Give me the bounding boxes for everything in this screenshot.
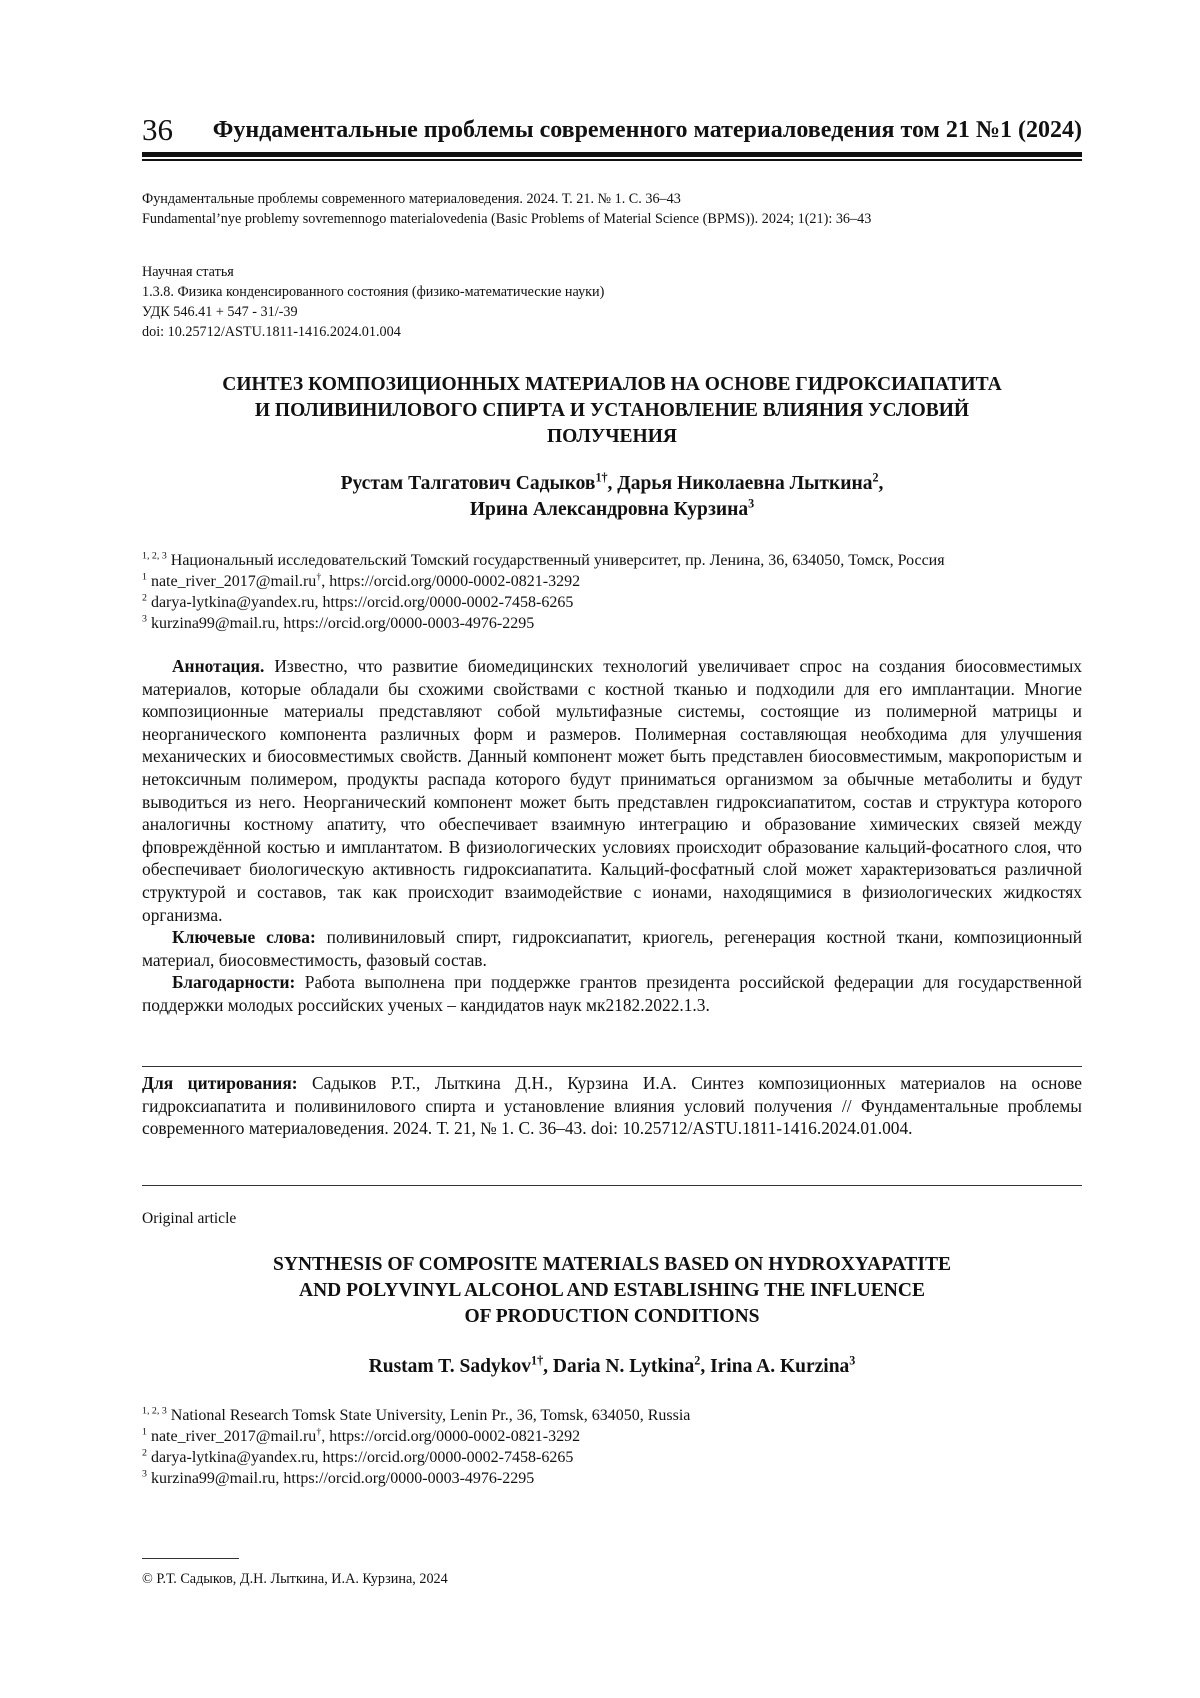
author-separator: , xyxy=(878,473,884,494)
author-sup: 3 xyxy=(849,1353,856,1368)
keywords-label: Ключевые слова: xyxy=(172,927,316,948)
author-sup: 1† xyxy=(595,470,608,485)
affiliations-en xyxy=(142,1405,1082,1489)
affiliation-email-line[interactable]: $^3$ kurzina99@mail.ru, https://orcid.org/0000-0003-4976-2295 xyxy=(142,613,535,632)
author-name: Daria N. Lytkina xyxy=(552,1356,695,1377)
title-line: И ПОЛИВИНИЛОВОГО СПИРТА И УСТАНОВЛЕНИЕ ВЛИЯНИЯ УСЛОВИЙ xyxy=(254,400,970,421)
authors-ru xyxy=(142,471,1082,523)
keywords-text: поливиниловый спирт, гидроксиапатит, криогель, регенерация костной ткани, композиционный материал, биосовместимость, фазовый состав. xyxy=(142,927,1083,970)
citation-rule-bottom xyxy=(142,1185,1082,1186)
citation-text: Садыков Р.Т., Лыткина Д.Н., Курзина И.А. Синтез композиционных материалов на основе гидроксиапатита и поливинилового спирта и установление влияния условий получения // Фундаментальные проблемы современного материаловедения. 2024. Т. 21, № 1. С. 36–43. doi: 10.25712/ASTU.1811-1416.2024.01.004. xyxy=(142,1073,1083,1139)
abstract-block xyxy=(142,655,1082,1017)
source-reference xyxy=(142,189,1082,229)
author-name: Ирина Александровна Курзина xyxy=(469,499,749,520)
author-name: Дарья Николаевна Лыткина xyxy=(617,473,873,494)
subject-code: 1.3.8. Физика конденсированного состояния (физико-математические науки) xyxy=(142,284,605,300)
affiliation-email-line[interactable]: $^2$ darya-lytkina@yandex.ru, https://orcid.org/0000-0002-7458-6265 xyxy=(142,1447,574,1466)
title-line: AND POLYVINYL ALCOHOL AND ESTABLISHING THE INFLUENCE xyxy=(299,1280,925,1301)
header-rule-thin xyxy=(142,159,1082,161)
acknowledgements-text: Работа выполнена при поддержке грантов президента российской федерации для государственной поддержки молодых российских ученых – кандидатов наук мк2182.2022.1.3. xyxy=(142,972,1082,1015)
abstract-text: Известно, что развитие биомедицинских технологий увеличивает спрос на создания биосовместимых материалов, которые обладали бы схожими свойствами с костной тканью и подходили для его имплантации. Многие композиционные материалы представляют собой мультифазные системы, состоящие из полимерной матрицы и неорганического компонента различных форм и размеров. Полимерная составляющая необходима для улучшения механических и биосовместимых свойств. Данный компонент может быть представлен биосовместимым, макропористым и нетоксичным полимером, продукты распада которого будут приниматься организмом за обычные метаболиты и будут выводиться из него. Неорганический компонент может быть представлен гидроксиапатитом, состав и структура которого аналогичны костному апатиту, что обеспечивает взаимную интеграцию и образование химических связей между фповреждённой костью и имплантатом. В физиологических условиях происходит образование кальций-фосатного слоя, что обеспечивает биологическую активность гидроксиапатита. Кальций-фосфатный слой может характеризоваться различной структурой и составов, так как происходит взаимодействие с ионами, находящимися в физиологических жидкостях организма. xyxy=(142,656,1082,925)
affiliation-line: $^{1, 2, 3}$ National Research Tomsk State University, Lenin Pr., 36, Tomsk, 634050, Russia xyxy=(142,1405,691,1424)
affiliation-line: $^{1, 2, 3}$ Национальный исследовательский Томский государственный университет, пр. Ленина, 36, 634050, Томск, Россия xyxy=(142,550,945,569)
title-line: SYNTHESIS OF COMPOSITE MATERIALS BASED ON HYDROXYAPATITE xyxy=(273,1254,951,1275)
author-sup: 2 xyxy=(694,1353,701,1368)
doi[interactable]: doi: 10.25712/ASTU.1811-1416.2024.01.004 xyxy=(142,324,401,340)
author-name: Irina A. Kurzina xyxy=(710,1356,850,1377)
source-line-en: Fundamental’nye problemy sovremennogo materialovedenia (Basic Problems of Material Science (BPMS)). 2024; 1(21): 36–43 xyxy=(142,211,872,227)
title-line: СИНТЕЗ КОМПОЗИЦИОННЫХ МАТЕРИАЛОВ НА ОСНОВЕ ГИДРОКСИАПАТИТА xyxy=(222,374,1002,395)
title-line: OF PRODUCTION CONDITIONS xyxy=(464,1306,760,1327)
acknowledgements-label: Благодарности: xyxy=(172,972,296,993)
author-separator: , xyxy=(607,473,618,494)
affiliation-email-line[interactable]: $^2$ darya-lytkina@yandex.ru, https://orcid.org/0000-0002-7458-6265 xyxy=(142,592,574,611)
author-sup: 1† xyxy=(531,1353,544,1368)
abstract-label: Аннотация. xyxy=(172,656,265,676)
affiliation-email-line[interactable]: $^1$ nate_river_2017@mail.ru†, https://orcid.org/0000-0002-0821-3292 xyxy=(142,1426,581,1445)
source-line-ru: Фундаментальные проблемы современного материаловедения. 2024. Т. 21. № 1. С. 36–43 xyxy=(142,191,681,207)
footnote-rule xyxy=(142,1558,239,1559)
affiliation-email-line[interactable]: $^1$ nate_river_2017@mail.ru†, https://orcid.org/0000-0002-0821-3292 xyxy=(142,571,581,590)
authors-en xyxy=(142,1354,1082,1380)
acknowledgements-paragraph xyxy=(142,971,1082,1016)
author-separator: , xyxy=(700,1356,711,1377)
article-title-ru xyxy=(142,372,1082,450)
citation-label: Для цитирования: xyxy=(142,1073,298,1093)
title-line: ПОЛУЧЕНИЯ xyxy=(547,426,677,447)
author-sup: 3 xyxy=(748,496,755,511)
abstract-paragraph xyxy=(142,655,1082,926)
article-type-en: Original article xyxy=(142,1210,237,1227)
citation-block xyxy=(142,1072,1082,1140)
running-header xyxy=(142,112,1082,148)
article-meta xyxy=(142,262,1082,342)
article-title-en xyxy=(142,1252,1082,1330)
author-name: Rustam T. Sadykov xyxy=(368,1356,532,1377)
page-number: 36 xyxy=(142,112,173,147)
journal-title: Фундаментальные проблемы современного материаловедения том 21 №1 (2024) xyxy=(212,117,1082,143)
udc-code: УДК 546.41 + 547 - 31/-39 xyxy=(142,304,298,320)
author-name: Рустам Талгатович Садыков xyxy=(340,473,596,494)
author-separator: , xyxy=(543,1356,553,1377)
header-rule-thick xyxy=(142,152,1082,157)
citation-rule-top xyxy=(142,1066,1082,1067)
affiliations-ru xyxy=(142,550,1082,634)
author-sup: 2 xyxy=(872,470,879,485)
affiliation-email-line[interactable]: $^3$ kurzina99@mail.ru, https://orcid.org/0000-0003-4976-2295 xyxy=(142,1468,535,1487)
article-type: Научная статья xyxy=(142,264,234,280)
keywords-paragraph xyxy=(142,926,1082,971)
copyright-footnote: © Р.Т. Садыков, Д.Н. Лыткина, И.А. Курзина, 2024 xyxy=(142,1571,448,1587)
